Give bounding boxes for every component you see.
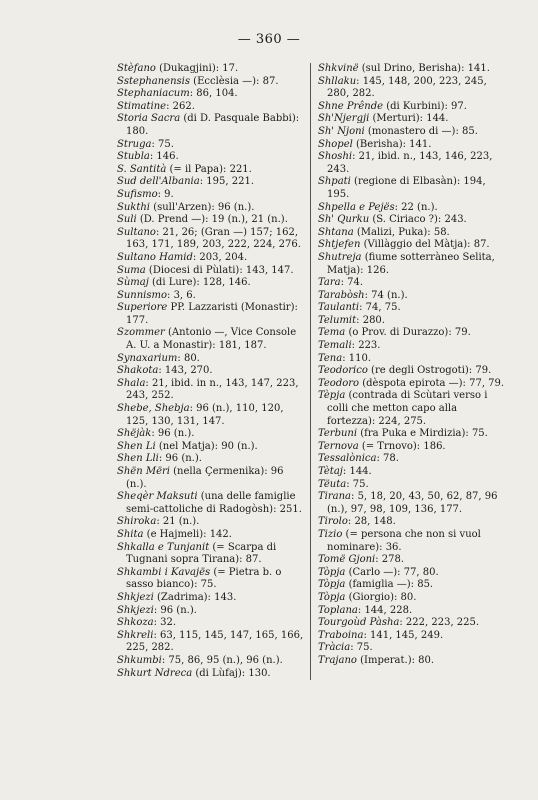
index-term: Shkreli	[117, 629, 154, 641]
index-entry	[117, 542, 304, 567]
index-entry	[117, 63, 304, 76]
index-references: (fra Puka e Mirdizia): 75.	[357, 428, 488, 440]
index-entry	[117, 76, 304, 89]
index-references: : 21, 26; (Gran —) 157; 162, 163, 171, 189, 203, 222, 224, 276.	[126, 226, 301, 251]
index-term: Traboina	[318, 629, 364, 641]
index-references: : 141, 145, 249.	[363, 629, 444, 641]
index-references: : 203, 204.	[192, 251, 248, 263]
index-references: (sull'Arzen): 96 (n.).	[150, 201, 255, 213]
index-term: Shëjàk	[117, 428, 152, 440]
index-references: (Berisha): 141.	[352, 138, 432, 150]
index-term: Tourgoùd Pàsha	[318, 617, 400, 629]
index-entry	[117, 101, 304, 114]
index-references: (monastero di —): 85.	[364, 125, 478, 137]
index-references: : 86, 104.	[189, 88, 238, 100]
index-references: (regione di Elbasàn): 194, 195.	[327, 176, 486, 200]
index-term: Suli	[117, 214, 137, 226]
index-term: Sheqèr Maksuti	[117, 491, 198, 503]
index-entry	[318, 290, 505, 303]
index-references: : 21, ibid. in n., 143, 147, 223, 243, 252.	[126, 377, 299, 402]
index-references: : 280.	[356, 314, 385, 326]
index-term: Tètaj	[318, 466, 343, 477]
index-entry	[117, 265, 304, 278]
index-entry	[117, 655, 304, 668]
index-references: : 146.	[149, 151, 179, 163]
index-references: (Ecclèsia —): 87.	[189, 75, 279, 87]
index-term: Shkalla e Tunjanit	[117, 541, 210, 553]
left-index-column	[117, 63, 311, 680]
index-term: Tema	[318, 327, 346, 339]
index-references: (di Lùfaj): 130.	[192, 667, 271, 679]
index-term: Tizio	[318, 528, 343, 540]
index-references: (D. Prend —): 19 (n.), 21 (n.).	[136, 214, 288, 226]
index-term: Struga	[117, 138, 152, 150]
index-entry	[318, 617, 505, 630]
index-entry	[117, 290, 304, 303]
index-references: (Carlo —): 77, 80.	[345, 566, 439, 578]
index-references: : 9.	[157, 188, 174, 200]
index-entry	[318, 63, 505, 76]
index-term: S. Santità	[117, 163, 167, 175]
index-references: PP. Lazzaristi (Monastir): 177.	[126, 302, 298, 326]
index-references: : 3, 6.	[167, 289, 196, 301]
index-term: Sh' Qurku	[318, 214, 370, 226]
index-entry	[117, 453, 304, 466]
index-entry	[117, 403, 304, 428]
index-entry	[318, 139, 505, 152]
index-term: Tòpja	[318, 579, 346, 591]
index-references: (nella Çermenika): 96 (n.).	[126, 466, 284, 490]
index-entry	[318, 176, 505, 201]
index-entry	[117, 151, 304, 164]
index-references: : 222, 223, 225.	[399, 617, 480, 629]
index-references: : 145, 148, 200, 223, 245, 280, 282.	[327, 75, 487, 100]
index-entry	[318, 113, 505, 126]
index-term: Shkoza	[117, 617, 154, 629]
index-term: Shkvinë	[318, 63, 359, 74]
index-references: : 75, 86, 95 (n.), 96 (n.).	[161, 654, 283, 666]
index-entry	[117, 277, 304, 290]
index-term: Storia Sacra	[117, 113, 181, 125]
index-entry	[318, 277, 505, 290]
index-entry	[318, 605, 505, 618]
index-term: Tirana	[318, 491, 352, 503]
index-term: Sukthi	[117, 201, 151, 213]
index-references: : 96 (n.), 110, 120, 125, 130, 131, 147.	[126, 403, 284, 427]
index-entry	[117, 353, 304, 366]
index-references: (e Hajmeli): 142.	[143, 528, 232, 540]
index-entry	[117, 592, 304, 605]
index-references: : 195, 221.	[199, 176, 254, 188]
index-references: (= Pietra b. o sasso bianco): 75.	[126, 566, 282, 591]
index-references: (= persona che non si vuol nominare): 36.	[327, 528, 481, 553]
index-entry	[117, 139, 304, 152]
index-references: (= il Papa): 221.	[166, 163, 252, 175]
index-references: : 78.	[376, 453, 399, 465]
index-term: Shen Lli	[117, 453, 159, 465]
index-references: : 74 (n.).	[364, 289, 408, 301]
index-entry	[117, 113, 304, 138]
index-references: (Antonio —, Vice Console A. U. a Monastir): 181, 187.	[126, 327, 297, 352]
index-term: Sultano	[117, 226, 156, 238]
index-term: Tessalònica	[318, 453, 377, 465]
index-entry	[318, 340, 505, 353]
index-term: Ternova	[318, 440, 359, 452]
index-entry	[117, 176, 304, 189]
index-term: Shebe, Shebja	[117, 403, 190, 415]
index-term: Tëuta	[318, 478, 347, 490]
index-references: (o Prov. di Durazzo): 79.	[345, 327, 471, 339]
index-entry	[117, 428, 304, 441]
index-entry	[117, 189, 304, 202]
index-term: Sùmaj	[117, 277, 149, 289]
index-references: (Merturi): 144.	[369, 113, 449, 125]
index-entry	[318, 516, 505, 529]
index-references: (Imperat.): 80.	[356, 654, 435, 666]
index-entry	[318, 479, 505, 492]
index-term: Shkambi i Kavajës	[117, 566, 211, 578]
index-entry	[117, 378, 304, 403]
index-entry	[117, 668, 304, 681]
index-term: Tomë Gjoni	[318, 554, 376, 566]
index-entry	[117, 214, 304, 227]
index-entry	[318, 239, 505, 252]
index-term: Tarabòsh	[318, 289, 365, 301]
index-term: Shita	[117, 528, 144, 540]
index-entry	[318, 655, 505, 668]
index-entry	[318, 353, 505, 366]
index-references: : 96 (n.).	[153, 604, 197, 616]
index-term: Superiore	[117, 302, 168, 314]
index-entry	[318, 441, 505, 454]
right-index-column	[311, 63, 505, 680]
index-term: Shtjefen	[318, 239, 361, 251]
index-references: (= Trnovo): 186.	[358, 440, 446, 452]
index-references: : 278.	[375, 554, 405, 566]
index-references: (famiglia —): 85.	[345, 579, 434, 591]
index-references: (S. Ciriaco ?): 243.	[369, 214, 467, 226]
index-term: Shala	[117, 377, 146, 389]
index-entry	[117, 365, 304, 378]
index-entry	[318, 390, 505, 428]
index-entry	[318, 252, 505, 277]
index-term: Terbuni	[318, 428, 358, 440]
index-references: (= Scarpa di Tugnani sopra Tirana): 87.	[126, 541, 277, 566]
index-entry	[117, 605, 304, 618]
index-term: Stèfano	[117, 63, 156, 74]
index-term: Shën Mëri	[117, 466, 170, 477]
index-term: Tara	[318, 277, 341, 289]
index-term: Shakota	[117, 365, 159, 377]
index-term: Taulanti	[318, 302, 360, 314]
index-entry	[318, 101, 505, 114]
index-term: Shpella e Pejës	[318, 201, 395, 213]
index-references: (dèspota epirota —): 77, 79.	[359, 377, 505, 389]
index-references: : 262.	[166, 100, 195, 112]
index-references: : 21 (n.).	[156, 516, 200, 528]
index-term: Trajano	[318, 654, 357, 666]
index-term: Tòpja	[318, 591, 346, 603]
index-references: (re degli Ostrogoti): 79.	[367, 365, 492, 377]
index-references: : 74.	[340, 277, 364, 289]
index-entry	[117, 567, 304, 592]
index-term: Shutreja	[318, 251, 362, 263]
index-term: Shkjezi	[117, 591, 154, 603]
index-term: Szommer	[117, 327, 165, 339]
index-references: (Giorgio): 80.	[345, 591, 417, 603]
index-references: (una delle famiglie semi-cattoliche di Radogòsh): 251.	[126, 491, 302, 515]
index-term: Sh' Njoni	[318, 125, 365, 137]
index-term: Shkumbi	[117, 654, 162, 666]
index-references: : 75.	[350, 642, 373, 654]
index-references: : 144.	[342, 466, 372, 477]
index-references: (Dukagjini): 17.	[155, 63, 239, 74]
index-entry	[318, 76, 505, 101]
index-entry	[318, 202, 505, 215]
index-term: Sstephanensis	[117, 75, 190, 87]
index-term: Shpati	[318, 176, 351, 188]
index-entry	[318, 642, 505, 655]
index-term: Sultano Hamid	[117, 251, 193, 263]
index-entry	[318, 365, 505, 378]
index-term: Synaxarium	[117, 352, 178, 364]
index-entry	[318, 491, 505, 516]
index-term: Teodoro	[318, 377, 360, 389]
index-references: (di Kurbini): 97.	[383, 100, 467, 112]
index-term: Sufismo	[117, 188, 158, 200]
index-references: : 28, 148.	[347, 516, 396, 528]
index-term: Shtana	[318, 226, 354, 238]
index-term: Shen Li	[117, 440, 156, 452]
index-entry	[318, 453, 505, 466]
index-references: : 22 (n.).	[394, 201, 438, 213]
index-entry	[318, 227, 505, 240]
index-references: (Malizi, Puka): 58.	[353, 226, 450, 238]
index-entry	[117, 617, 304, 630]
index-references: (fiume sotterràneo Selita, Matja): 126.	[327, 251, 495, 276]
index-references: (contrada di Scùtari verso i colli che metton capo alla fortezza): 224, 275.	[327, 390, 488, 427]
index-references: : 63, 115, 145, 147, 165, 166, 225, 282.	[126, 629, 304, 654]
index-term: Tena	[318, 352, 343, 364]
index-term: Tràcia	[318, 642, 351, 654]
index-term: Shopel	[318, 138, 353, 150]
index-references: : 80.	[177, 352, 200, 364]
index-references: : 75.	[151, 138, 174, 150]
index-term: Tirolo	[318, 516, 348, 528]
index-entry	[117, 466, 304, 491]
index-term: Stimatine	[117, 100, 167, 112]
index-entry	[117, 227, 304, 252]
index-term: Tòpja	[318, 566, 346, 578]
index-entry	[117, 516, 304, 529]
index-entry	[318, 378, 505, 391]
index-term: Tèpja	[318, 390, 346, 402]
index-entry	[117, 88, 304, 101]
index-references: : 21, ibid. n., 143, 146, 223, 243.	[327, 151, 493, 175]
index-entry	[318, 315, 505, 328]
index-entry	[318, 327, 505, 340]
index-references: (sul Drino, Berisha): 141.	[358, 63, 490, 74]
index-references: : 144, 228.	[357, 604, 413, 616]
index-entry	[117, 202, 304, 215]
index-entry	[318, 302, 505, 315]
index-entry	[318, 567, 505, 580]
index-entry	[117, 630, 304, 655]
index-entry	[318, 151, 505, 176]
index-references: (Villàggio del Màtja): 87.	[360, 239, 490, 251]
index-entry	[117, 491, 304, 516]
index-term: Shiroka	[117, 516, 157, 528]
index-term: Shkurt Ndreca	[117, 667, 193, 679]
index-entry	[318, 428, 505, 441]
index-entry	[318, 214, 505, 227]
index-term: Temali	[318, 340, 352, 352]
index-term: Shllaku	[318, 75, 357, 87]
index-entry	[318, 579, 505, 592]
page-number: — 360 —	[237, 32, 301, 47]
index-entry	[318, 592, 505, 605]
index-entry	[318, 554, 505, 567]
index-references: : 75.	[346, 478, 369, 490]
index-columns	[117, 63, 506, 680]
index-references: : 5, 18, 20, 43, 50, 62, 87, 96 (n.), 97, 98, 109, 136, 177.	[327, 491, 498, 515]
index-references: (di D. Pasquale Babbi): 180.	[126, 113, 300, 137]
index-term: Shoshi	[318, 151, 353, 163]
index-references: (nel Matja): 90 (n.).	[155, 440, 258, 452]
index-references: : 223.	[351, 340, 381, 352]
index-entry	[117, 252, 304, 265]
index-term: Sud dell'Albania	[117, 176, 200, 188]
index-entry	[318, 529, 505, 554]
index-references: (Diocesi di Pùlati): 143, 147.	[145, 264, 294, 276]
index-term: Suma	[117, 264, 146, 276]
index-term: Stubla	[117, 151, 150, 163]
index-references: : 32.	[153, 617, 177, 629]
index-entry	[117, 441, 304, 454]
index-term: Shne Prênde	[318, 100, 384, 112]
index-references: : 110.	[342, 352, 372, 364]
index-term: Shkjezi	[117, 604, 154, 616]
index-entry	[318, 466, 505, 479]
index-entry	[318, 126, 505, 139]
index-references: : 74, 75.	[359, 302, 401, 314]
index-term: Teodorico	[318, 365, 368, 377]
index-entry	[117, 302, 304, 327]
index-entry	[117, 327, 304, 352]
index-entry	[117, 164, 304, 177]
index-term: Toplana	[318, 604, 358, 616]
index-term: Stephaniacum	[117, 88, 190, 100]
index-references: : 96 (n.).	[151, 428, 195, 440]
index-entry	[318, 630, 505, 643]
index-references: (Zadrima): 143.	[153, 591, 237, 603]
index-references: : 96 (n.).	[158, 453, 202, 465]
index-term: Sunnismo	[117, 289, 168, 301]
index-term: Sh'Njergji	[318, 113, 370, 125]
index-term: Telumit	[318, 314, 357, 326]
index-entry	[117, 529, 304, 542]
index-references: : 143, 270.	[158, 365, 213, 377]
index-references: (di Lure): 128, 146.	[148, 277, 251, 289]
